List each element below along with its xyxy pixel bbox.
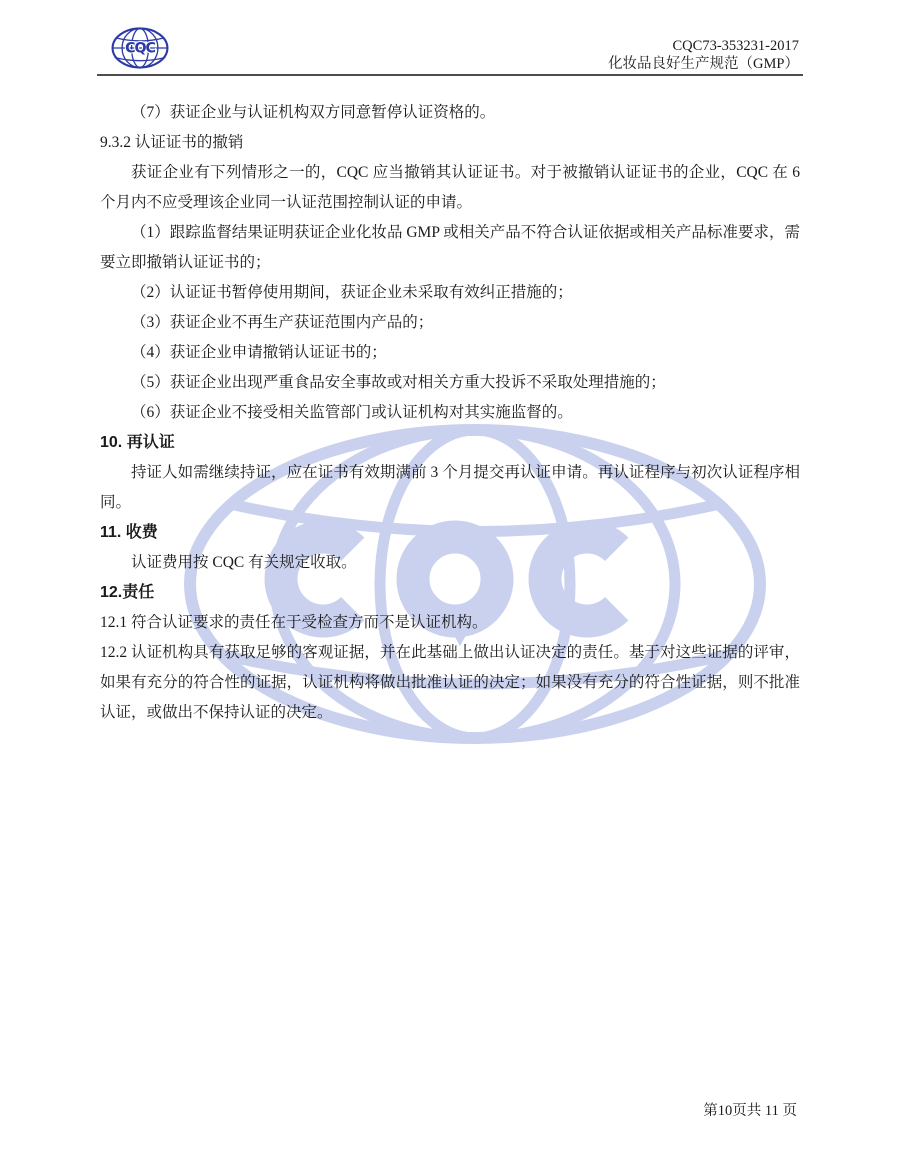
list-item-3: （3）获证企业不再生产获证范围内产品的； <box>131 314 434 331</box>
section-9-3-2-paragraph: 获证企业有下列情形之一的，CQC 应当撤销其认证证书。对于被撤销认证证书的企业，CQC 在 6 个月内不应受理该企业同一认证范围控制认证的申请。 <box>100 164 800 211</box>
section-11-paragraph: 认证费用按 CQC 有关规定收取。 <box>131 554 357 571</box>
page-number: 第10页共 11 页 <box>703 1103 797 1119</box>
list-item-2: （2）认证证书暂停使用期间，获证企业未采取有效纠正措施的； <box>131 284 573 301</box>
doc-number: CQC73-353231-2017 <box>672 38 799 54</box>
list-item-6: （6）获证企业不接受相关监管部门或认证机构对其实施监督的。 <box>131 404 573 421</box>
section-10-heading: 10. 再认证 <box>100 434 175 451</box>
section-12-2-paragraph: 12.2 认证机构具有获取足够的客观证据，并在此基础上做出认证决定的责任。基于对这些证据的评审，如果有充分的符合性的证据，认证机构将做出批准认证的决定；如果没有充分的符合性证据，则不批准认证，或做出不保持认证的决定。 <box>100 644 800 721</box>
cqc-logo-icon <box>111 26 169 70</box>
section-9-3-2-heading: 9.3.2 认证证书的撤销 <box>100 134 244 151</box>
list-item-4: （4）获证企业申请撤销认证证书的； <box>131 344 387 361</box>
section-11-heading: 11. 收费 <box>100 524 158 541</box>
section-12-1-paragraph: 12.1 符合认证要求的责任在于受检查方而不是认证机构。 <box>100 614 488 631</box>
cqc-logo-letters: CQC <box>125 40 155 57</box>
list-item-1: （1）跟踪监督结果证明获证企业化妆品 GMP 或相关产品不符合认证依据或相关产品标准要求，需要立即撤销认证证书的； <box>100 224 800 271</box>
header-text-block <box>608 38 799 73</box>
section-12-heading: 12.责任 <box>100 584 155 601</box>
section-10-paragraph: 持证人如需继续持证，应在证书有效期满前 3 个月提交再认证申请。再认证程序与初次认证程序相同。 <box>100 464 800 511</box>
header-divider <box>97 74 803 76</box>
list-item-5: （5）获证企业出现严重食品安全事故或对相关方重大投诉不采取处理措施的； <box>131 374 666 391</box>
list-item-7: （7）获证企业与认证机构双方同意暂停认证资格的。 <box>131 104 496 121</box>
doc-title: 化妆品良好生产规范（GMP） <box>608 55 799 72</box>
document-body <box>100 98 800 728</box>
